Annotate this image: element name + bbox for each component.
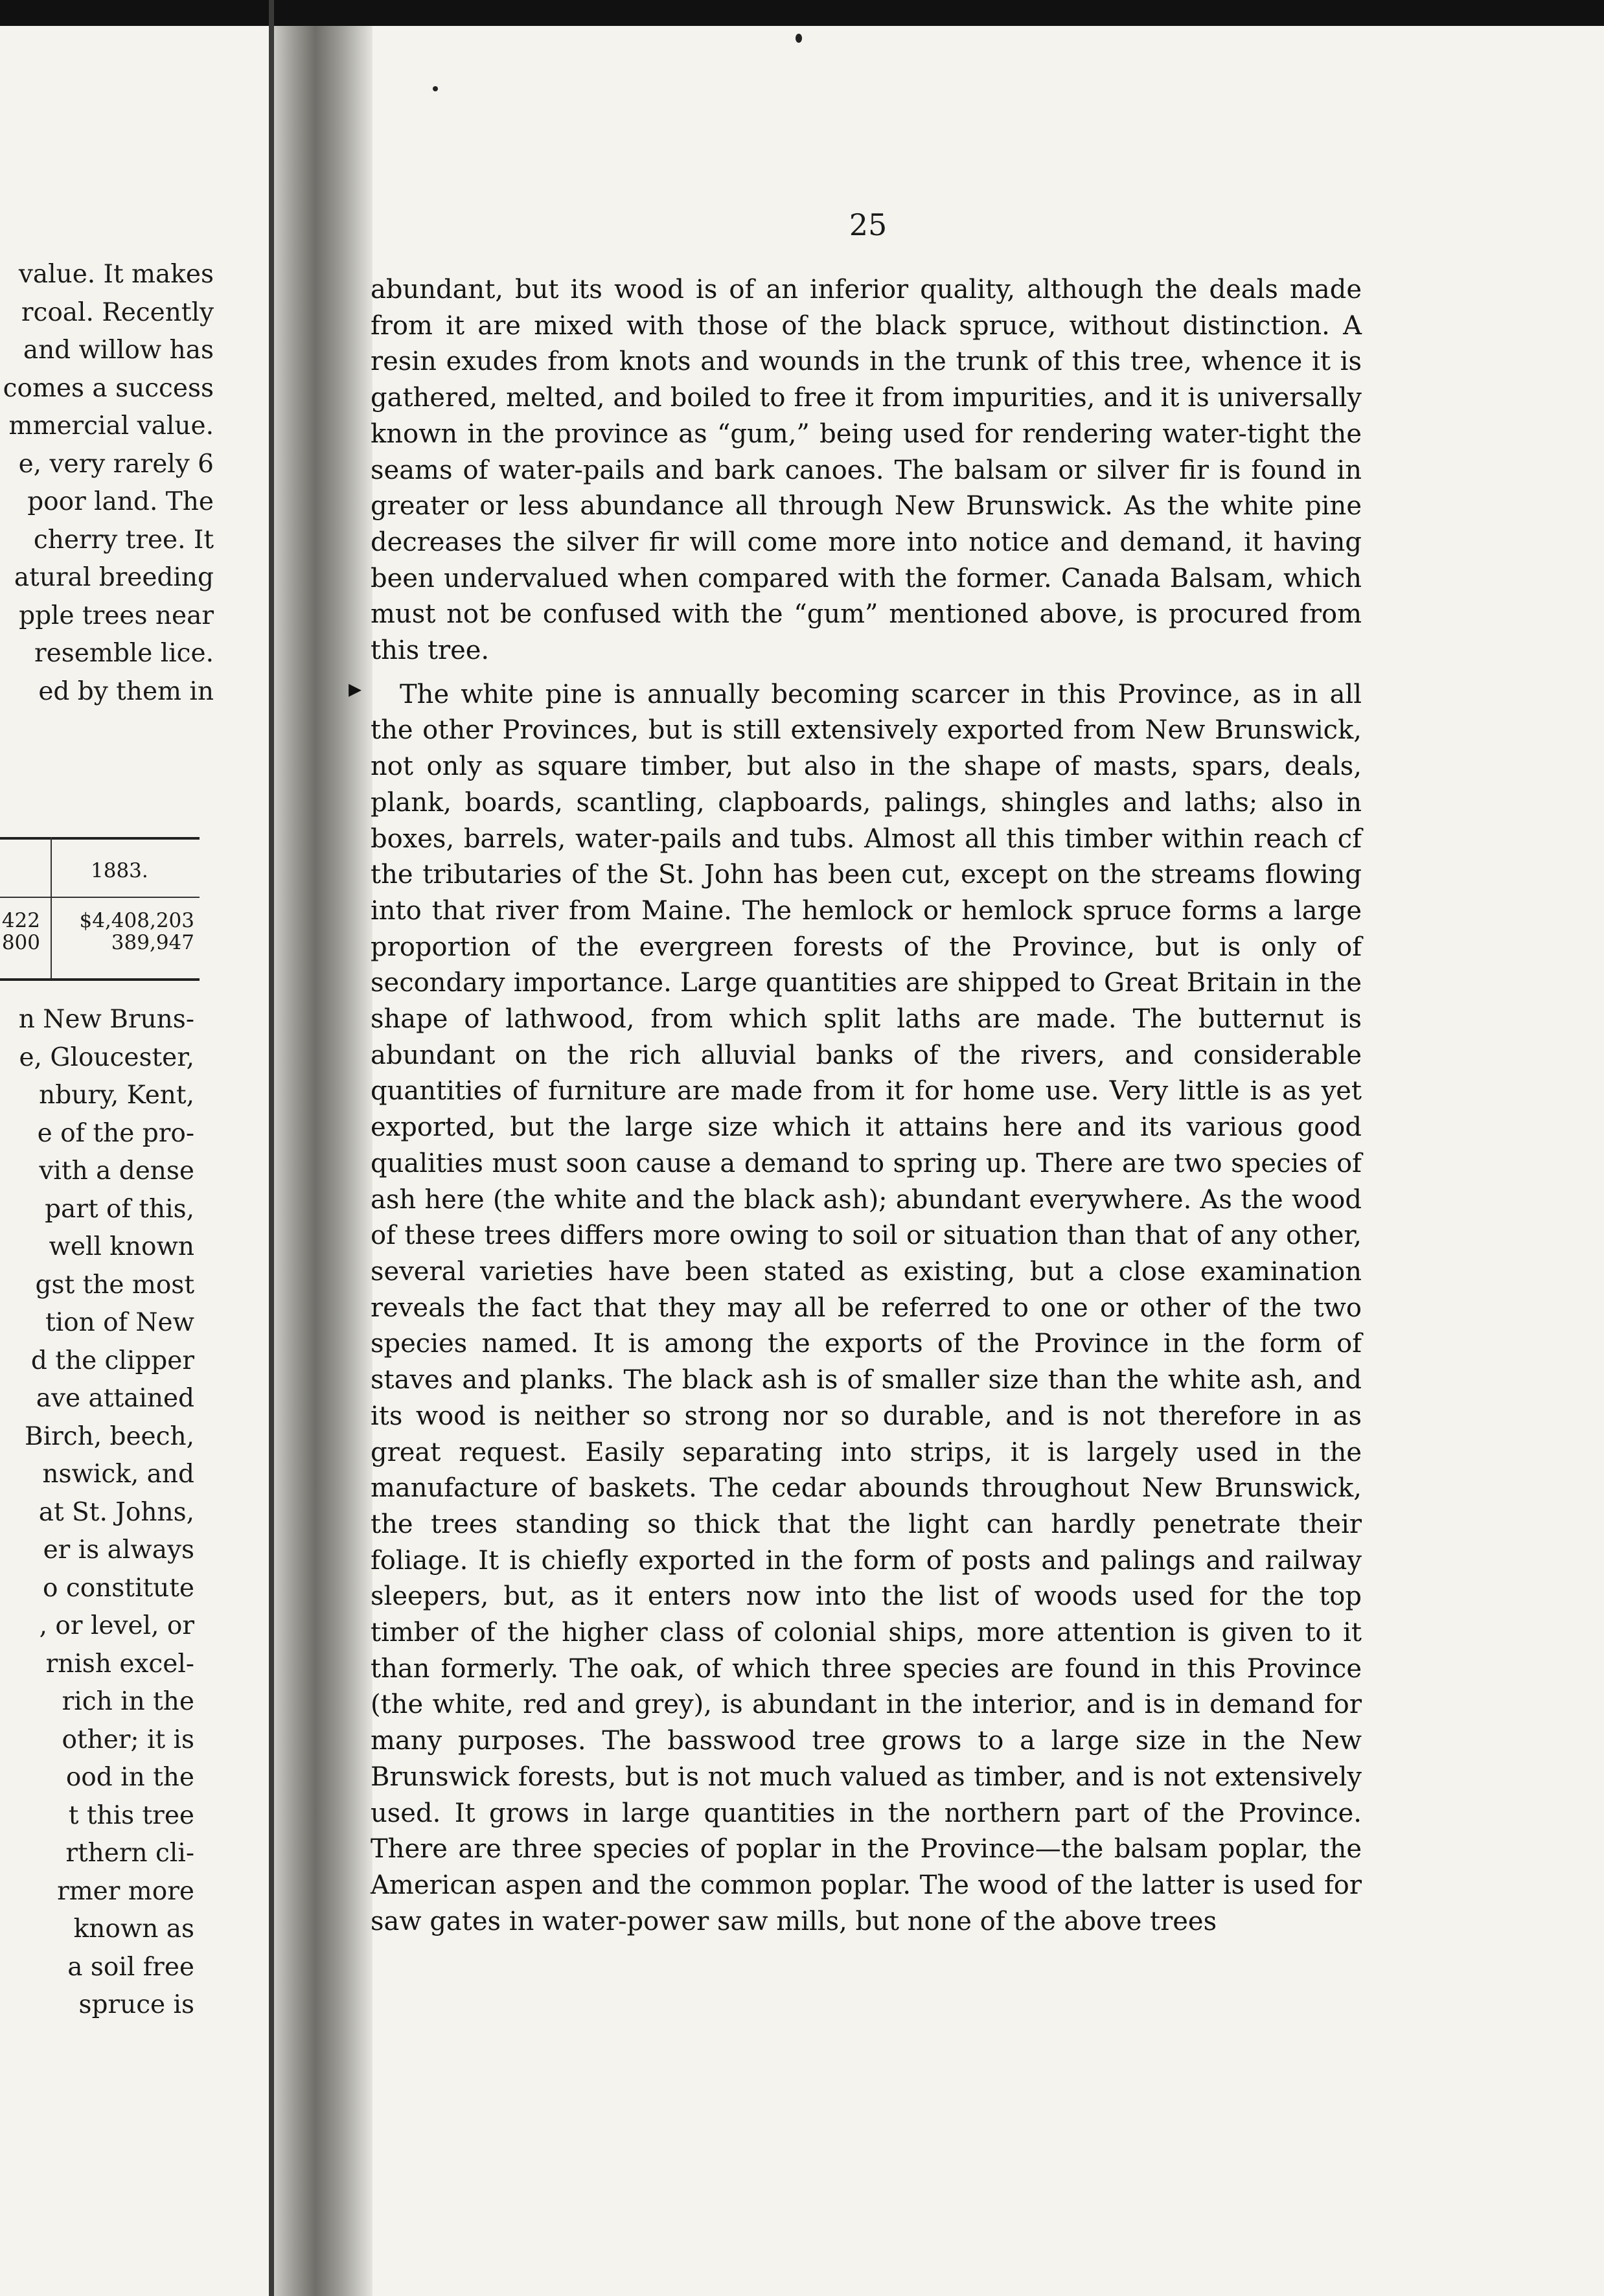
text-line: value. It makes [18,260,214,289]
table-cell: 422 [1,909,40,932]
page-edge [269,0,274,2296]
text-line: n New Bruns- [18,1005,194,1034]
text-line: rich in the [62,1687,194,1716]
text-line: ood in the [65,1763,194,1792]
paragraph: The white pine is annually becoming scarcer in this Province, as in all the other Provinces, but is still extensively exported from New Brunswick, not only as square timber, but also in the shape of masts, spars, deals, plank, boards, scantling, clapboards, palings, shingles and laths; also in boxes, barrels, water-pails and tubs. Almost all this timber within reach cf the tributaries of the St. John has been cut, except on the streams flowing into that river from Maine. The hemlock or hemlock spruce forms a large proportion of the evergreen forests of the Province, but is only of secondary importance. Large quantities are shipped to Great Britain in the shape of lathwood, from which split laths are made. The butternut is abundant on the rich alluvial banks of the rivers, and considerable quantities of furniture are made from it for home use. Very little is as yet exported, but the large size which it attains here and its various good qualities must soon cause a demand to spring up. There are two species of ash here (the white and the black ash); abundant everywhere. As the wood of these trees differs more owing to soil or situation than that of any other, several varieties have been stated as existing, but a close examination reveals the fact that they may all be referred to one or other of the two species named. It is among the exports of the Province in the form of staves and planks. The black ash is of smaller size than the white ash, and its wood is neither so strong nor so durable, and is not therefore in as great request. Easily separating into strips, it is largely used in the manufacture of baskets. The cedar abounds throughout New Brunswick, the trees standing so thick that the light can hardly penetrate their foliage. It is chiefly exported in the form of posts and palings and railway sleepers, but, as it enters now into the list of woods used for the top timber of the higher class of colonial ships, more attention is given to it than formerly. The oak, of which three species are found in this Province (the white, red and grey), is abundant in the interior, and is in demand for many purposes. The basswood tree grows to a large size in the New Brunswick forests, but is not much valued as timber, and is not extensively used. It grows in large quantities in the northern part of the Province. There are three species of poplar in the Province—the balsam poplar, the American aspen and the common poplar. The wood of the latter is used for saw gates in water-power saw mills, but none of the above trees [371,679,1362,1936]
text-line: o constitute [42,1573,194,1603]
table-cell: 389,947 [111,931,194,954]
text-line: pple trees near [19,601,214,630]
text-line: rthern cli- [65,1839,194,1868]
table-cell: 800 [1,931,40,954]
text-line: known as [73,1914,194,1944]
table-column [58,910,194,954]
text-line: d the clipper [30,1346,194,1375]
text-line: ed by them in [38,676,214,706]
table-header-year: 1883. [91,859,148,882]
book-gutter [269,26,372,2296]
paragraph: abundant, but its wood is of an inferior quality, although the deals made from it are mixed with those of the black spruce, without distinction. A resin exudes from knots and wounds in the trunk of this tree, whence it is gathered, melted, and boiled to free it from impurities, and it is universally known in the province as “gum,” being used for rendering water-tight the seams of water-pails and bark canoes. The balsam or silver fir is found in greater or less abundance all through New Brunswick. As the white pine decreases the silver fir will come more into notice and demand, it having been undervalued when compared with the former. Canada Balsam, which must not be confused with the “gum” mentioned above, is procured from this tree. [371,275,1362,666]
scan-speck [796,34,802,43]
text-line: rmer more [57,1876,194,1906]
table-rule [0,897,200,898]
previous-page-table [0,837,200,996]
text-line: , or level, or [39,1611,194,1640]
text-line: rcoal. Recently [21,297,214,327]
page-number: 25 [849,207,888,242]
previous-page-text-bottom [0,1001,194,2025]
text-line: and willow has [23,336,214,365]
table-rule [0,837,200,840]
text-line: nbury, Kent, [39,1081,194,1110]
text-line: nswick, and [42,1460,194,1489]
text-line: well known [49,1232,194,1261]
text-line: e, Gloucester, [19,1042,194,1072]
text-line: gst the most [35,1270,194,1300]
text-line: comes a success [3,373,214,403]
text-line: er is always [43,1535,194,1565]
text-line: resemble lice. [34,639,214,668]
scan-top-border [0,0,1604,26]
text-line: vith a dense [39,1156,194,1186]
text-line: ave attained [36,1384,194,1413]
paragraph-marker: ▸ [349,674,362,704]
previous-page-text-top [0,256,214,711]
text-line: tion of New [45,1308,194,1337]
text-line: mmercial value. [8,411,214,441]
text-line: other; it is [62,1725,194,1754]
text-line: Birch, beech, [24,1421,194,1451]
text-line: e of the pro- [37,1118,194,1148]
text-line: t this tree [68,1800,194,1830]
text-line: part of this, [45,1194,194,1224]
text-line: poor land. The [27,487,214,516]
text-line: at St. Johns, [38,1497,194,1527]
body-text [371,272,1362,1940]
text-line: rnish excel- [45,1649,194,1679]
text-line: e, very rarely 6 [18,449,214,479]
text-line: a soil free [67,1952,194,1982]
text-line: atural breeding [14,563,214,592]
table-rule [0,978,200,981]
table-divider [51,837,52,978]
text-line: spruce is [78,1990,194,2019]
scan-speck [433,86,438,91]
table-cell: $4,408,203 [79,909,194,932]
table-column [0,910,40,954]
text-line: cherry tree. It [33,525,214,555]
